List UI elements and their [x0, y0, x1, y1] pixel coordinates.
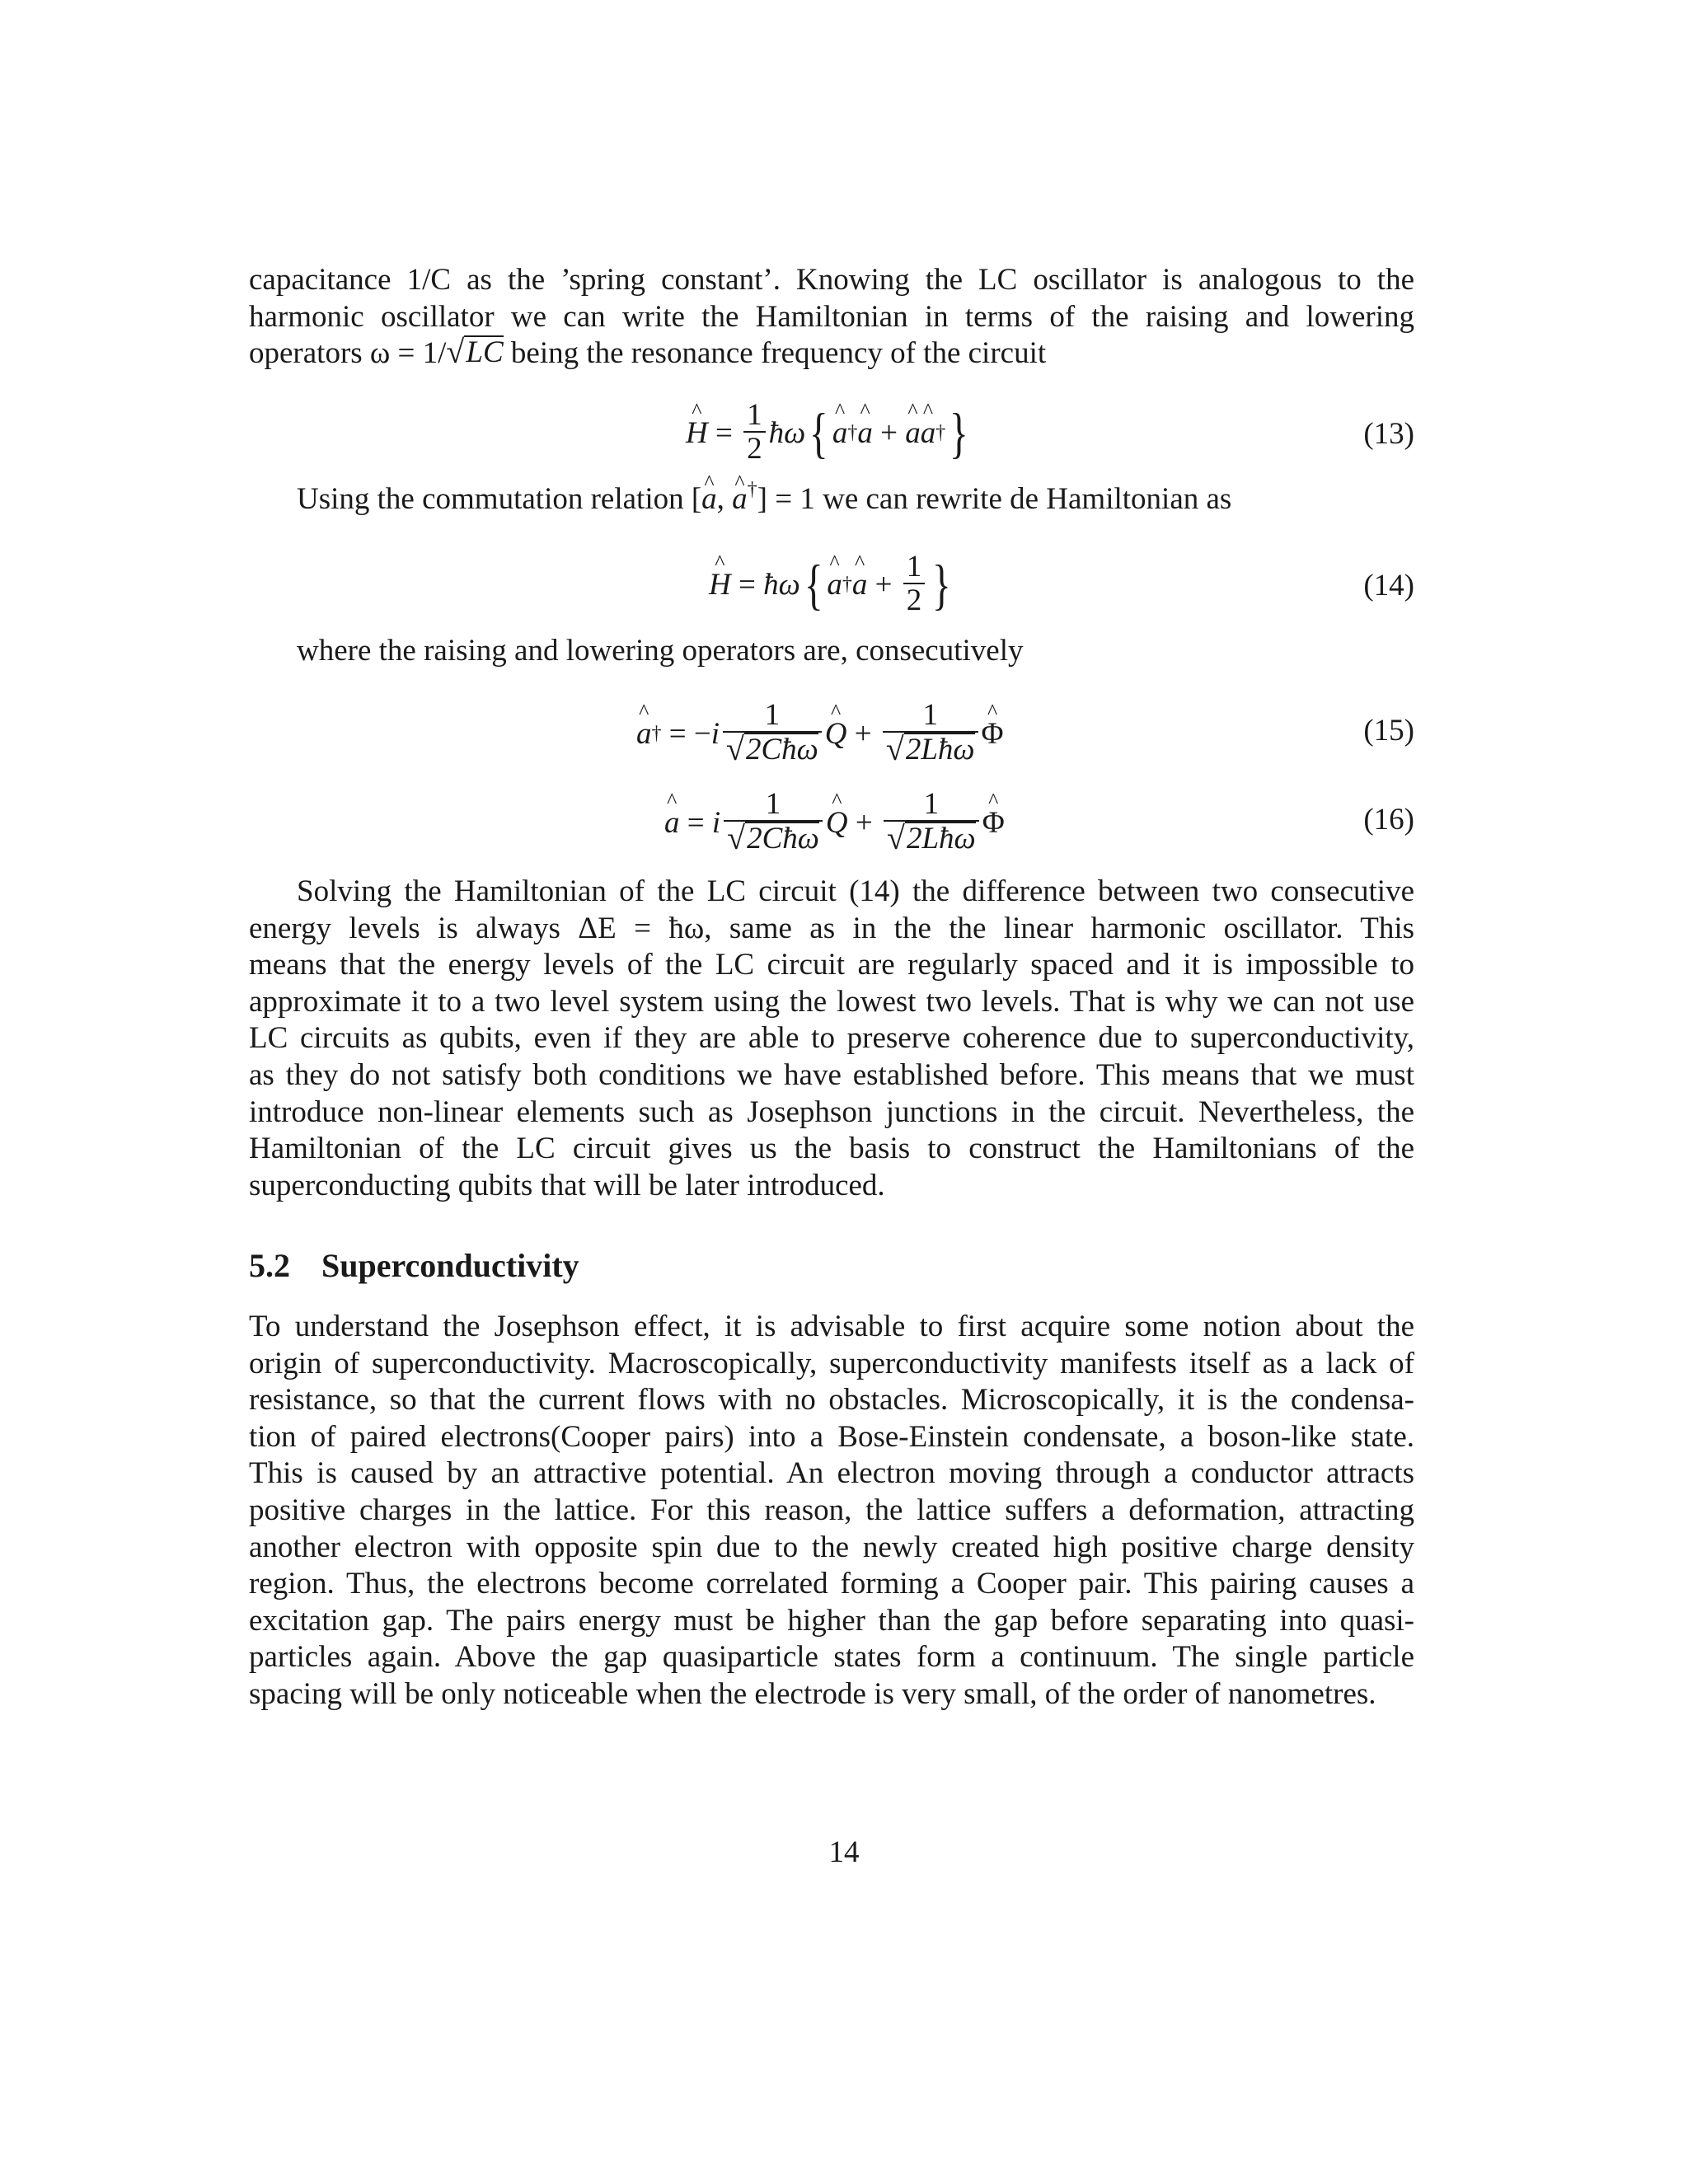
q-hat: ^ Q: [826, 805, 848, 841]
text-line: means that the energy levels of the LC circuit are regularly spaced and it is impossible to: [249, 948, 1414, 982]
text-line: capacitance 1/C as the ’spring constant’. Knowing the LC oscillator is analogous to the: [249, 263, 1414, 297]
text-line: energy levels is always ΔE = ħω, same as in the the linear harmonic oscillator. This: [249, 911, 1414, 945]
sqrt-radicand: LC: [466, 335, 504, 370]
fraction-half: [903, 551, 926, 617]
text-line: harmonic oscillator we can write the Hamiltonian in terms of the raising and lowering: [249, 299, 1414, 334]
paragraph-lc-intro: [249, 262, 1414, 373]
section-heading: [249, 1246, 579, 1285]
text-line: superconducting qubits that will be later introduced.: [249, 1168, 885, 1202]
frac-denominator: 2: [743, 431, 766, 466]
q-hat: ^ Q: [825, 716, 847, 752]
hbar-omega: ħω: [768, 415, 806, 450]
a-hat: ^ a: [921, 415, 936, 451]
text-fragment: where the raising and lowering operators are, consecutively: [297, 634, 1024, 668]
equals-sign: =: [730, 567, 764, 602]
a-hat: ^ a: [905, 415, 921, 451]
sqrt-radicand: 2Lħω: [906, 822, 976, 855]
dagger: †: [747, 479, 757, 500]
text-line: To understand the Josephson effect, it is advisable to first acquire some notion about the: [249, 1310, 1414, 1343]
h-hat: ^ H: [686, 415, 708, 451]
fraction-l: [883, 700, 978, 767]
text-line: Solving the Hamiltonian of the LC circuit (14) the difference between two consecutive: [297, 874, 1414, 908]
paragraph-operators: [297, 633, 1024, 670]
frac-denominator: √ 2Cħω: [723, 731, 822, 767]
equation-13: ^ H = $\frac{1}{2}$ ħω { ^ a † ^ a + ^ a ^ a † } (13): [249, 396, 1414, 470]
a-hat: ^ a: [852, 567, 868, 602]
text-line: positive charges in the lattice. For this reason, the lattice suffers a deformation, attracting: [249, 1493, 1414, 1527]
text-fragment: Using the commutation relation [: [297, 482, 702, 516]
imaginary-unit: i: [710, 716, 720, 751]
frac-numerator: 1: [765, 787, 781, 821]
equation-14: ^ H = ħω { ^ a † ^ a + $\frac{1}{2}$ } (14): [249, 547, 1414, 621]
frac-denominator: √ 2Lħω: [884, 820, 979, 856]
text-fragment: operators ω = 1/: [249, 336, 447, 371]
open-brace: {: [804, 553, 823, 616]
text-line: [249, 335, 1414, 373]
phi-hat: ^ Φ: [982, 716, 1004, 752]
text-line: another electron with opposite spin due to the newly created high positive charge density: [249, 1530, 1414, 1564]
sqrt-radicand: 2Cħω: [747, 822, 819, 855]
phi-hat: ^ Φ: [982, 805, 1005, 841]
plus-sign: +: [846, 716, 879, 751]
paragraph-commutation: [297, 481, 1231, 518]
fraction-c: [723, 700, 822, 767]
text-line: origin of superconductivity. Macroscopically, superconductivity manifests itself as a lack of: [249, 1346, 1414, 1380]
sqrt-lc: √ LC: [446, 333, 504, 371]
equation-number: (14): [1363, 569, 1414, 602]
equation-16: [249, 781, 1414, 864]
equals-sign: =: [707, 415, 741, 450]
section-title: Superconductivity: [321, 1247, 579, 1284]
text-line: region. Thus, the electrons become correlated forming a Cooper pair. This pairing causes a: [249, 1567, 1414, 1601]
frac-denominator: 2: [903, 583, 926, 617]
frac-numerator: 1: [764, 698, 781, 732]
plus-sign: +: [872, 415, 906, 450]
text-line: LC circuits as qubits, even if they are able to preserve coherence due to superconductivity,: [249, 1021, 1414, 1056]
plus-sign: +: [847, 805, 881, 840]
imaginary-unit: i: [711, 805, 721, 840]
a-hat: ^ a: [857, 415, 873, 451]
sqrt-radicand: 2Lħω: [905, 733, 975, 766]
text-line: particles again. Above the gap quasiparticle states form a continuum. The single particle: [249, 1640, 1414, 1675]
a-hat: ^ a: [701, 481, 717, 518]
paragraph-superconductivity: [249, 1309, 1414, 1713]
frac-denominator: √ 2Cħω: [724, 820, 823, 856]
frac-numerator: 1: [906, 550, 922, 583]
text-line: as they do not satisfy both conditions we have established before. This means that we must: [249, 1057, 1414, 1092]
equation-number: (16): [1363, 803, 1414, 837]
equals-sign: =: [679, 805, 712, 840]
close-brace: }: [932, 553, 951, 616]
a-hat: ^ a: [827, 567, 842, 602]
fraction-half: [743, 400, 766, 466]
text-line: This is caused by an attractive potential. An electron moving through a conductor attracts: [249, 1456, 1414, 1491]
text-line: resistance, so that the current flows with no obstacles. Microscopically, it is the condensa-: [249, 1383, 1414, 1418]
sqrt-radicand: 2Cħω: [745, 733, 818, 766]
frac-numerator: 1: [923, 787, 940, 821]
text-line: introduce non-linear elements such as Josephson junctions in the circuit. Nevertheless, the: [249, 1094, 1414, 1129]
paragraph-lc-solution: [249, 874, 1414, 1204]
plus-sign: +: [867, 567, 900, 602]
text-fragment: ] = 1 we can rewrite de Hamiltonian as: [757, 482, 1232, 516]
text-line: Hamiltonian of the LC circuit gives us the basis to construct the Hamiltonians of the: [249, 1132, 1414, 1166]
a-hat: ^ a: [636, 716, 652, 752]
open-brace: {: [809, 401, 828, 464]
frac-numerator: 1: [922, 698, 938, 732]
h-hat: ^ H: [709, 567, 731, 602]
text-line: tion of paired electrons(Cooper pairs) into a Bose-Einstein condensate, a boson-like state.: [249, 1419, 1414, 1454]
text-line: spacing will be only noticeable when the electrode is very small, of the order of nanometres.: [249, 1676, 1376, 1711]
a-hat: ^ a: [664, 805, 680, 841]
text-line: excitation gap. The pairs energy must be higher than the gap before separating into quasi-: [249, 1603, 1414, 1638]
hbar-omega: ħω: [763, 567, 800, 602]
fraction-l: [884, 789, 979, 856]
text-fragment: ,: [716, 482, 733, 516]
section-number: 5.2: [249, 1247, 290, 1284]
equation-15: ^ a † = − i 1 √ 2Cħω ^ Q + 1 √ 2Lħω ^ Φ (15): [249, 692, 1414, 775]
equation-number: (13): [1363, 417, 1414, 451]
text-fragment: being the resonance frequency of the circuit: [503, 336, 1047, 371]
page-number: 14: [828, 1835, 860, 1869]
a-hat: ^ a: [832, 415, 848, 451]
a-hat: ^ a: [732, 481, 748, 518]
frac-denominator: √ 2Lħω: [883, 731, 978, 767]
equation-number: (15): [1363, 714, 1414, 748]
text-line: approximate it to a two level system using the lowest two levels. That is why we can not use: [249, 984, 1414, 1019]
fraction-c: [724, 789, 823, 856]
frac-numerator: 1: [747, 398, 762, 432]
equals-minus: = −: [661, 716, 711, 751]
close-brace: }: [950, 401, 968, 464]
